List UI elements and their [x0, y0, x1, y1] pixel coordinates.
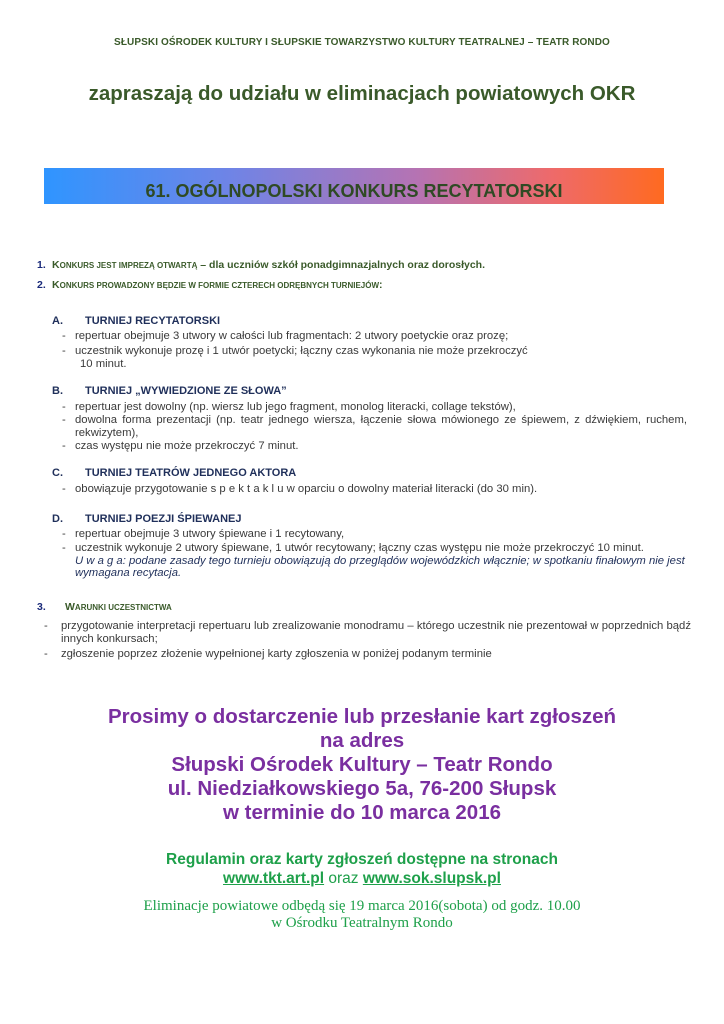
- link-sok[interactable]: www.sok.slupsk.pl: [362, 870, 501, 887]
- list-item-continuation: 10 minut.: [80, 358, 127, 370]
- link-tkt[interactable]: www.tkt.art.pl: [223, 870, 325, 887]
- eliminations-info: Eliminacje powiatowe odbędą się 19 marca 2016(sobota) od godz. 10.00 w Ośrodku Teatralnym Rondo: [143, 898, 581, 931]
- contest-title: 61. OGÓLNOPOLSKI KONKURS RECYTATORSKI: [145, 181, 563, 201]
- conditions-heading: 3. WARUNKI UCZESTNICTWA: [37, 601, 172, 613]
- intro-item-2: 2. KONKURS PROWADZONY BĘDZIE W FORMIE CZTERECH ODRĘBNYCH TURNIEJÓW:: [37, 279, 383, 291]
- tournament-a-heading: A. TURNIEJ RECYTATORSKI: [52, 315, 221, 327]
- item-number: 3.: [37, 601, 46, 613]
- item-number: 1.: [37, 259, 46, 271]
- regulations-info: Regulamin oraz karty zgłoszeń dostępne na stronach www.tkt.art.pl oraz www.sok.slupsk.pl: [166, 851, 558, 887]
- intro-item-1: 1. KONKURS JEST IMPREZĄ OTWARTĄ – dla uczniów szkół ponadgimnazjalnych oraz dorosłych.: [37, 259, 486, 271]
- organizers-line: SŁUPSKI OŚRODEK KULTURY I SŁUPSKIE TOWARZYSTWO KULTURY TEATRALNEJ – TEATR RONDO: [114, 37, 610, 48]
- tournament-d-heading: D. TURNIEJ POEZJI ŚPIEWANEJ: [52, 513, 242, 525]
- item-number: 2.: [37, 279, 46, 291]
- tournament-b-heading: B. TURNIEJ „WYWIEDZIONE ZE SŁOWA”: [52, 385, 287, 397]
- tournament-d-note: U w a g a: podane zasady tego turnieju obowiązują do przeglądów wojewódzkich włącznie; w spotkaniu finałowym nie jest wymagana recytacja.: [75, 555, 685, 579]
- invitation-heading: zapraszają do udziału w eliminacjach powiatowych OKR: [88, 82, 636, 105]
- tournament-c-heading: C. TURNIEJ TEATRÓW JEDNEGO AKTORA: [52, 467, 297, 479]
- submission-call: Prosimy o dostarczenie lub przesłanie kart zgłoszeń na adres Słupski Ośrodek Kultury – Teatr Rondo ul. Niedziałkowskiego 5a, 76-200 Słupsk w terminie do 10 marca 2016: [107, 705, 617, 824]
